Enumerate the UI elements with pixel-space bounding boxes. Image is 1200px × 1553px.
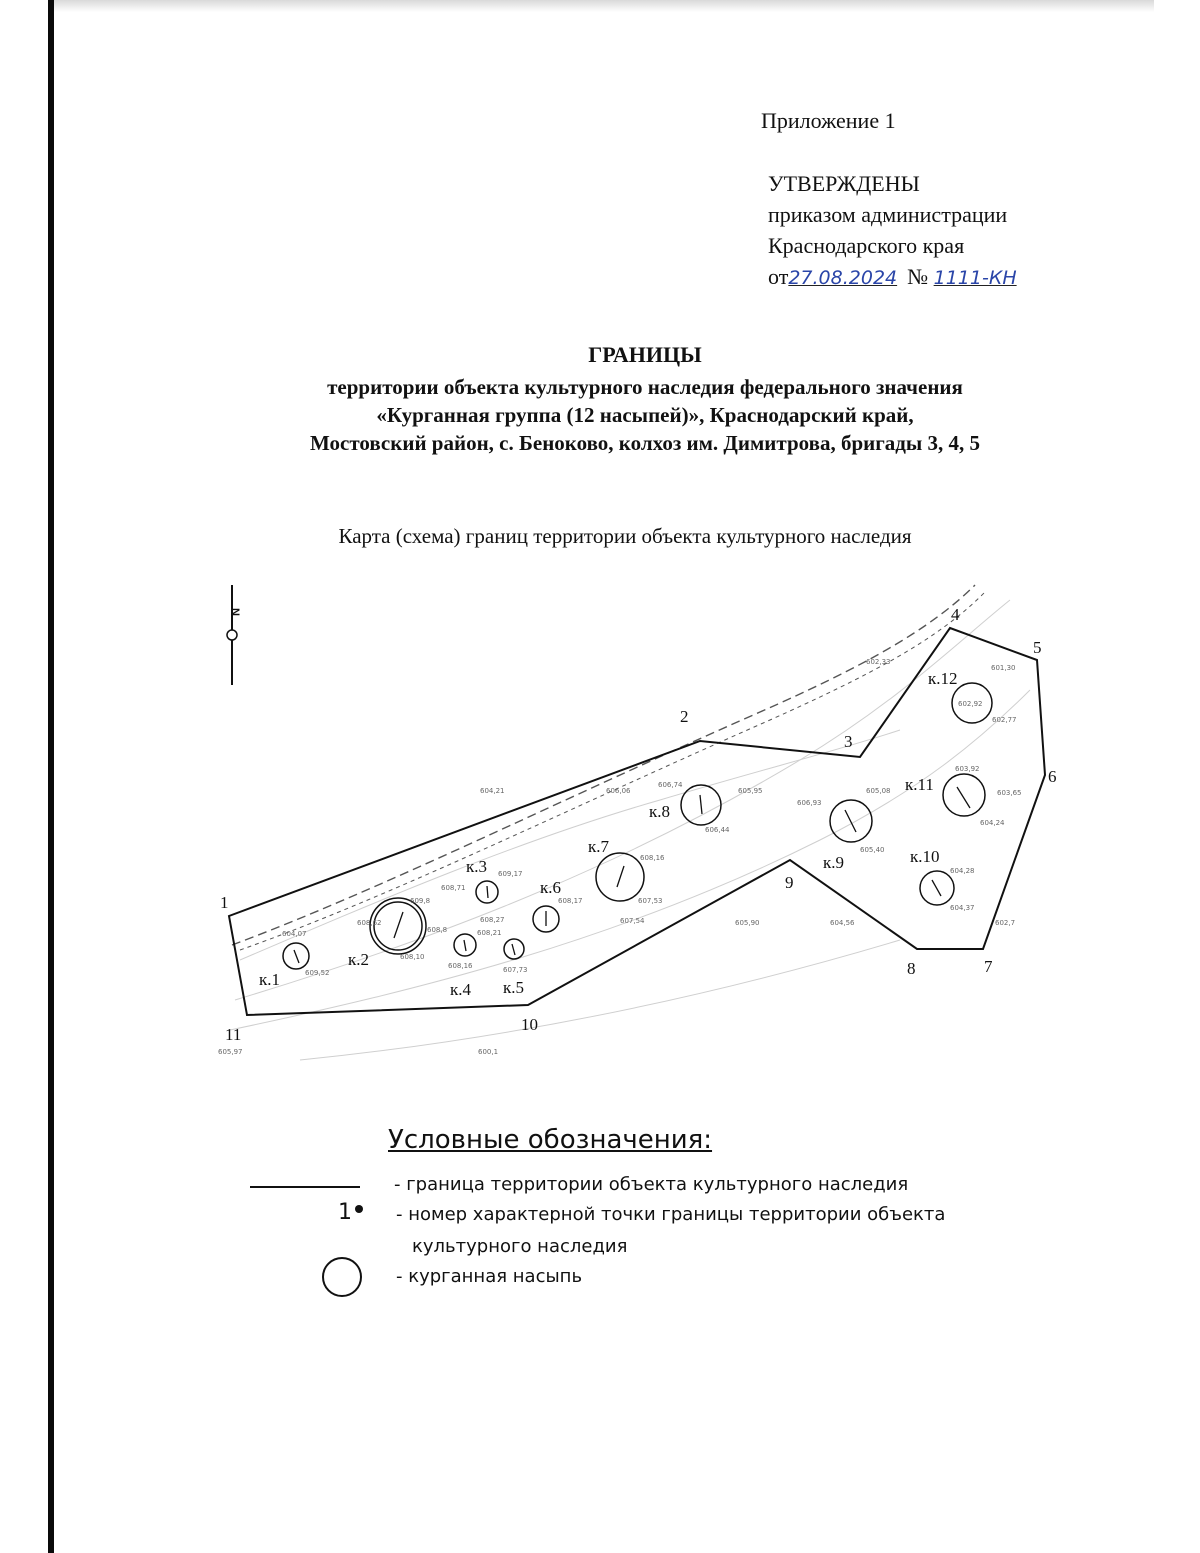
elevation-25: 608,8 [427,926,448,934]
mound-label-6: к.6 [540,878,562,897]
point-label-1: 1 [220,893,229,912]
mound-label-7: к.7 [588,837,610,856]
point-label-6: 6 [1048,767,1057,786]
legend-mound-text: - курганная насыпь [396,1266,583,1287]
legend-mound-circle-icon [322,1257,362,1297]
elevation-26: 608,27 [480,916,505,924]
mound-11 [943,774,985,816]
elevation-7: 604,24 [980,819,1005,827]
point-label-5: 5 [1033,638,1042,657]
elevation-3: 602,92 [958,700,983,708]
north-label: N [229,608,241,616]
elevation-16: 606,06 [606,787,631,795]
point-dot-icon [355,1205,363,1213]
elevation-18: 606,93 [797,799,822,807]
elevation-8: 606,74 [658,781,683,789]
appendix-label: Приложение 1 [761,108,896,133]
point-label-2: 2 [680,707,689,726]
elevation-33: 607,73 [503,966,528,974]
elevation-6: 603,65 [997,789,1022,797]
approved-heading: УТВЕРЖДЕНЫ [768,171,920,196]
point-label-8: 8 [907,959,916,978]
point-label-11: 11 [225,1025,242,1044]
legend-boundary-line [250,1186,360,1188]
point-label-9: 9 [785,873,794,892]
elevation-31: 608,10 [400,953,425,961]
scan-top-shadow [54,0,1154,12]
approved-by-line-1: приказом администрации [768,202,1008,227]
point-label-10: 10 [521,1015,538,1034]
mound-label-10: к.10 [910,847,940,866]
title-line-1: территории объекта культурного наследия федерального значения [327,375,963,399]
elevation-28: 608,71 [441,884,466,892]
legend-point-number: 1 [338,1200,352,1225]
elevation-13: 604,37 [950,904,975,912]
title-line-3: Мостовский район, с. Беноково, колхоз им. Димитрова, бригады 3, 4, 5 [309,431,981,455]
mound-label-8: к.8 [649,802,671,821]
elevation-22: 607,53 [638,897,663,905]
contour-lines [230,600,1030,1060]
elevation-17: 606,44 [705,826,730,834]
elevation-10: 605,08 [866,787,891,795]
elevation-27: 609,17 [498,870,523,878]
elevation-35: 604,07 [282,930,307,938]
approval-block [768,168,1017,294]
elevation-38: 600,1 [478,1048,499,1056]
elevation-1: 602,33 [866,658,891,666]
number-prefix: № [907,264,929,289]
mound-label-2: к.2 [348,950,370,969]
elevation-19: 605,90 [735,919,760,927]
mound-label-4: к.4 [450,980,472,999]
elevation-37: 605,97 [218,1048,243,1056]
map-caption: Карта (схема) границ территории объекта культурного наследия [338,524,912,548]
elevation-29: 608,62 [357,919,382,927]
handwritten-number: 1111-КН [933,267,1017,289]
elevation-24: 608,17 [558,897,583,905]
point-label-4: 4 [951,605,960,624]
mound-label-12: к.12 [928,669,958,688]
point-label-7: 7 [984,957,993,976]
elevation-20: 604,56 [830,919,855,927]
elevation-11: 605,40 [860,846,885,854]
legend-title: Условные обозначения: [388,1125,713,1155]
elevation-9: 605,95 [738,787,763,795]
approval-date-line [768,261,1017,294]
elevation-23: 607,54 [620,917,645,925]
elevation-5: 603,92 [955,765,980,773]
point-label-3: 3 [844,732,853,751]
handwritten-date: 27.08.2024 [788,267,898,289]
elevation-2: 601,30 [991,664,1016,672]
elevation-34: 608,16 [448,962,473,970]
mound-label-1: к.1 [259,970,281,989]
date-prefix: от [768,264,789,289]
boundary-map [0,570,1200,1090]
elevation-4: 602,77 [992,716,1017,724]
mound-label-5: к.5 [503,978,525,997]
legend-point-text-2: культурного наследия [412,1236,628,1257]
legend-boundary-text: - граница территории объекта культурного наследия [394,1174,909,1195]
road [232,585,985,950]
document-title [110,341,1180,457]
title-line-2: «Курганная группа (12 насыпей)», Краснодарский край, [376,403,914,427]
mound-label-11: к.11 [905,775,934,794]
legend-point-sample [338,1200,363,1225]
title-heading: ГРАНИЦЫ [588,342,702,367]
elevation-15: 604,21 [480,787,505,795]
legend-point-text-1: - номер характерной точки границы территории объекта [396,1204,946,1225]
elevation-14: 602,7 [995,919,1016,927]
mound-label-3: к.3 [466,857,488,876]
elevation-36: 609,52 [305,969,330,977]
north-arrow [227,585,241,685]
elevation-12: 604,28 [950,867,975,875]
approved-by-line-2: Краснодарского края [768,233,965,258]
elevation-30: 609,8 [410,897,431,905]
elevation-21: 608,16 [640,854,665,862]
elevation-32: 608,21 [477,929,502,937]
mound-label-9: к.9 [823,853,845,872]
